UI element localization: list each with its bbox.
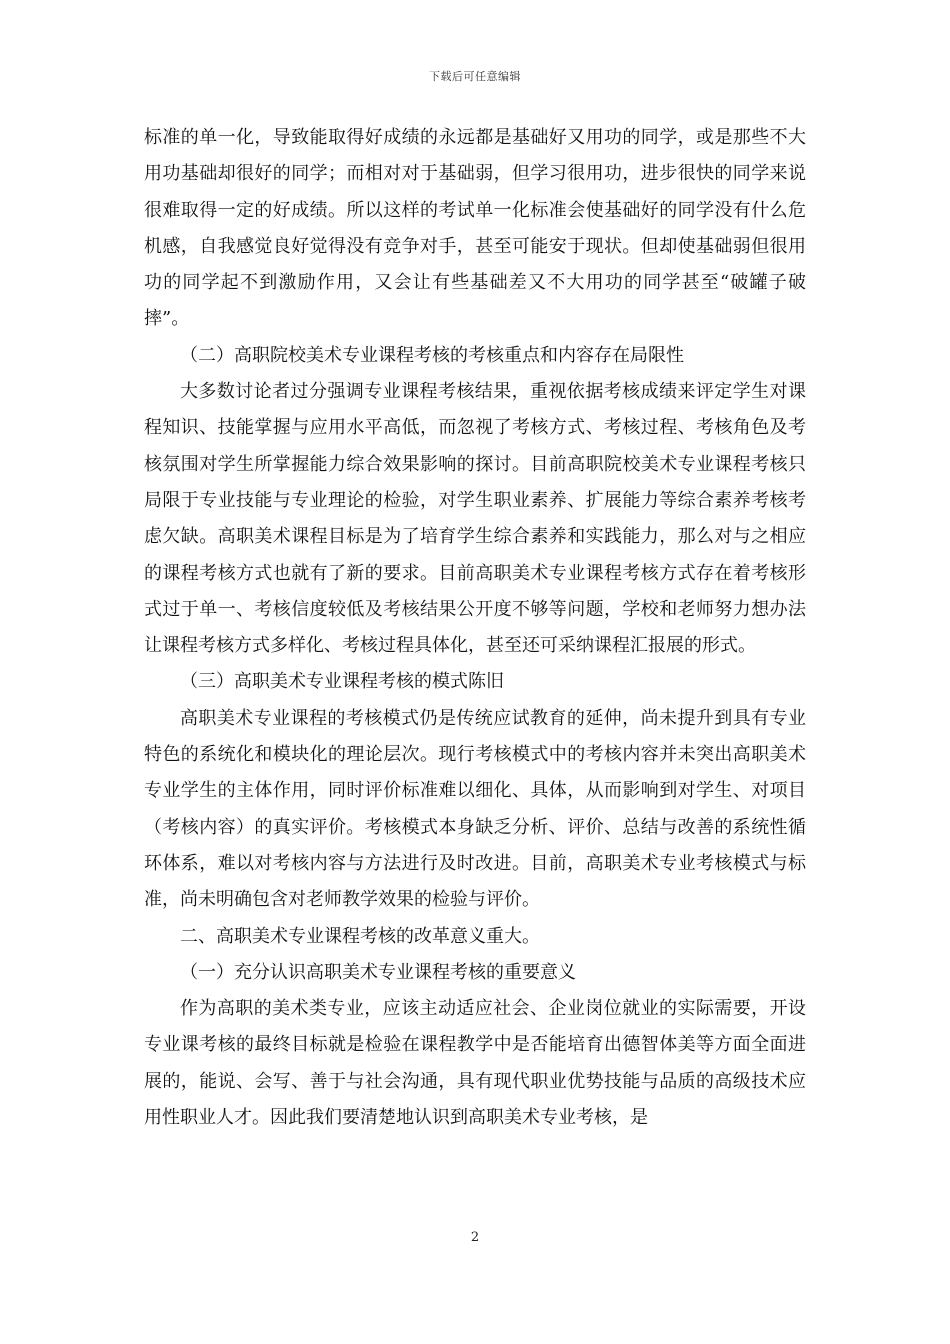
body-paragraph: 高职美术专业课程的考核模式仍是传统应试教育的延伸，尚未提升到具有专业特色的系统化和模块化的理论层次。现行考核模式中的考核内容并未突出高职美术专业学生的主体作用，同时评价标准难以细化、具体，从而影响到对学生、对项目（考核内容）的真实评价。考核模式本身缺乏分析、评价、总结与改善的系统性循环体系，难以对考核内容与方法进行及时改进。目前，高职美术专业考核模式与标准，尚未明确包含对老师教学效果的检验与评价。 — [144, 707, 806, 911]
document-body — [144, 120, 806, 1136]
section-heading: 二、高职美术专业课程考核的改革意义重大。 — [180, 925, 540, 947]
body-paragraph: 大多数讨论者过分强调专业课程考核结果，重视依据考核成绩来评定学生对课程知识、技能掌握与应用水平高低，而忽视了考核方式、考核过程、考核角色及考核氛围对学生所掌握能力综合效果影响的探讨。目前高职院校美术专业课程考核只局限于专业技能与专业理论的检验，对学生职业素养、扩展能力等综合素养考核考虑欠缺。高职美术课程目标是为了培育学生综合素养和实践能力，那么对与之相应的课程考核方式也就有了新的要求。目前高职美术专业课程考核方式存在着考核形式过于单一、考核信度较低及考核结果公开度不够等问题，学校和老师努力想办法让课程考核方式多样化、考核过程具体化，甚至还可采纳课程汇报展的形式。 — [144, 381, 806, 657]
section-heading: （二）高职院校美术专业课程考核的考核重点和内容存在局限性 — [180, 344, 684, 366]
section-heading: （一）充分认识高职美术专业课程考核的重要意义 — [180, 961, 576, 983]
section-heading: （三）高职美术专业课程考核的模式陈旧 — [180, 671, 504, 693]
body-paragraph: 标准的单一化，导致能取得好成绩的永远都是基础好又用功的同学，或是那些不大用功基础却很好的同学；而相对对于基础弱，但学习很用功，进步很快的同学来说很难取得一定的好成绩。所以这样的考试单一化标准会使基础好的同学没有什么危机感，自我感觉良好觉得没有竞争对手，甚至可能安于现状。但却使基础弱但很用功的同学起不到激励作用，又会让有些基础差又不大用功的同学甚至“破罐子破摔”。 — [144, 127, 806, 330]
body-paragraph: 作为高职的美术类专业，应该主动适应社会、企业岗位就业的实际需要，开设专业课考核的最终目标就是检验在课程教学中是否能培育出德智体美等方面全面进展的，能说、会写、善于与社会沟通，具有现代职业优势技能与品质的高级技术应用性职业人才。因此我们要清楚地认识到高职美术专业考核，是 — [144, 998, 806, 1129]
page-header: 下载后可任意编辑 — [429, 70, 521, 83]
page-number: 2 — [470, 1230, 480, 1245]
